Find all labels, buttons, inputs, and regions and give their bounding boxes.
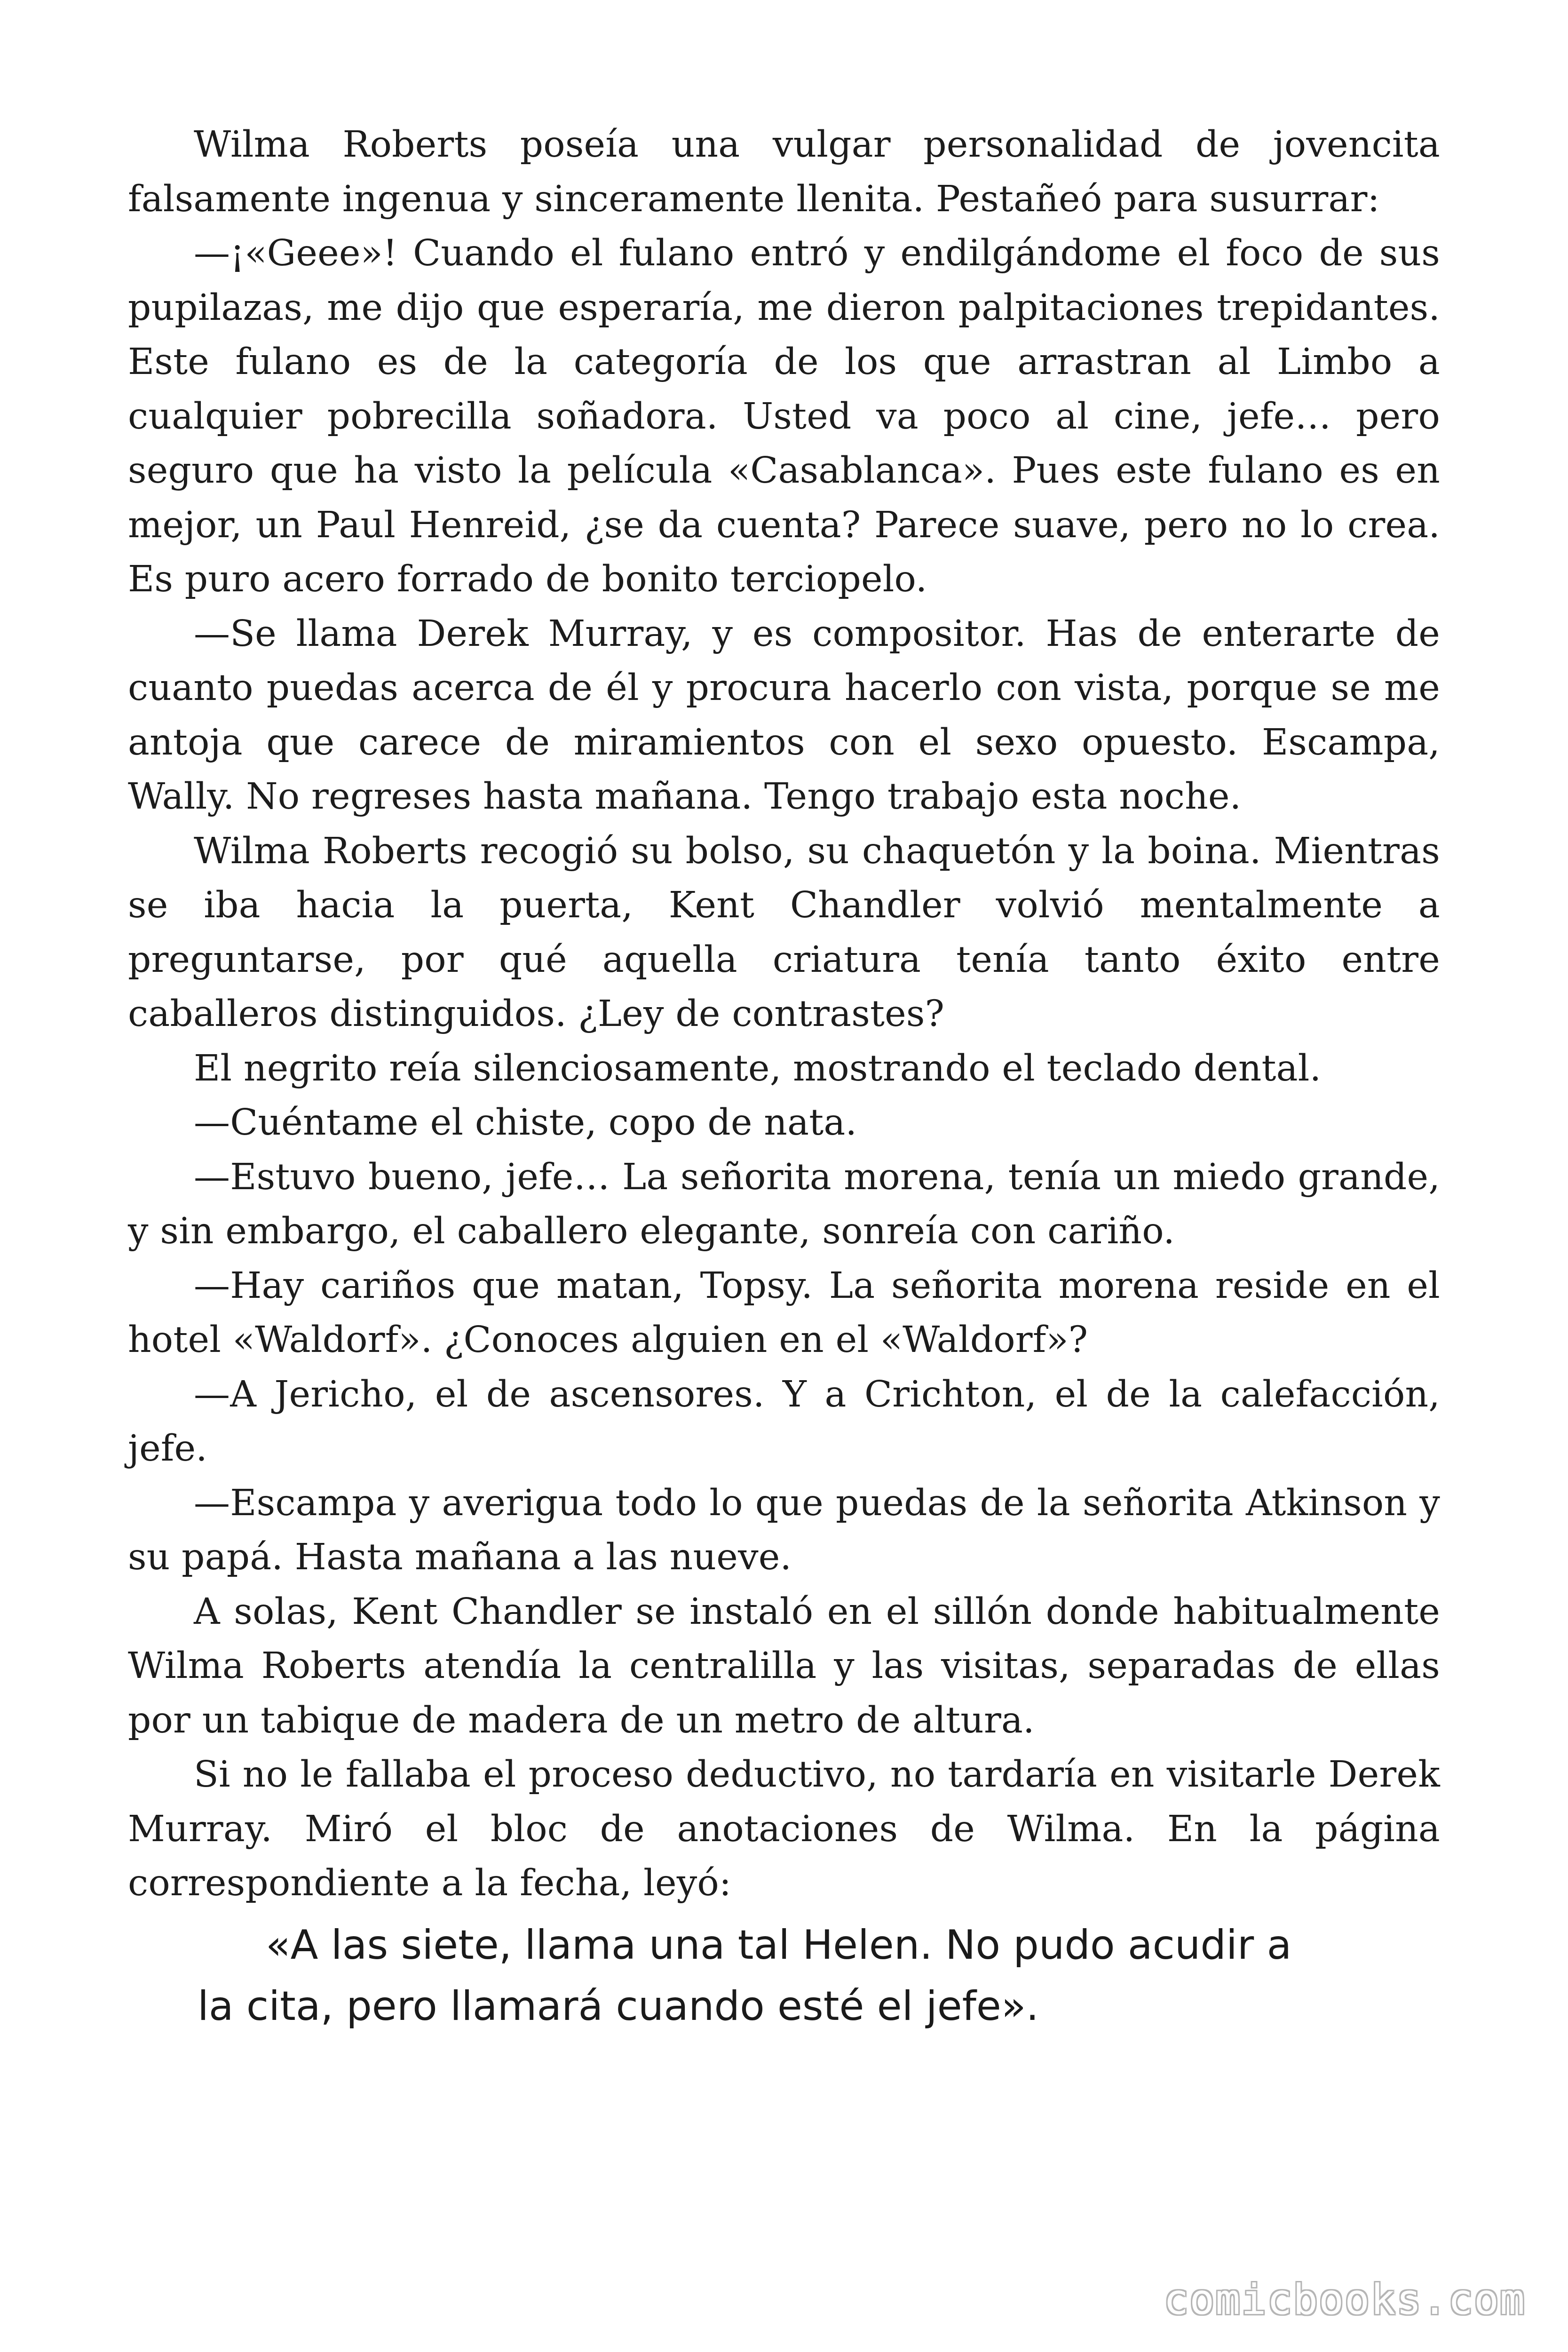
watermark: comicbooks.com <box>1164 2275 1526 2324</box>
paragraph: El negrito reía silenciosamente, mostrando el teclado dental. <box>194 1047 1322 1089</box>
paragraph: Wilma Roberts recogió su bolso, su chaquetón y la boina. Mientras se iba hacia la puerta, Kent Chandler volvió mentalmente a preguntarse, por qué aquella criatura tenía tanto éxito entre caballeros distinguidos. ¿Ley de contrastes? <box>128 830 1440 1035</box>
page-body <box>128 118 1440 1911</box>
paragraph: —Hay cariños que matan, Topsy. La señorita morena reside en el hotel «Waldorf». ¿Conoces alguien en el «Waldorf»? <box>128 1264 1440 1361</box>
paragraph: A solas, Kent Chandler se instaló en el sillón donde habitualmente Wilma Roberts atendía la centralilla y las visitas, separadas de ellas por un tabique de madera de un metro de altura. <box>128 1590 1440 1741</box>
handwritten-note <box>198 1915 1402 2037</box>
paragraph: —Se llama Derek Murray, y es compositor. Has de enterarte de cuanto puedas acerca de él y procura hacerlo con vista, porque se me antoja que carece de miramientos con el sexo opuesto. Escampa, Wally. No regreses hasta mañana. Tengo trabajo esta noche. <box>128 612 1440 818</box>
paragraph: —¡«Geee»! Cuando el fulano entró y endilgándome el foco de sus pupilazas, me dijo que esperaría, me dieron palpitaciones trepidantes. Este fulano es de la categoría de los que arrastran al Limbo a cualquier pobrecilla soñadora. Usted va poco al cine, jefe… pero seguro que ha visto la película «Casablanca». Pues este fulano es en mejor, un Paul Henreid, ¿se da cuenta? Parece suave, pero no lo crea. Es puro acero forrado de bonito terciopelo. <box>128 232 1440 600</box>
paragraph: Wilma Roberts poseía una vulgar personalidad de jovencita falsamente ingenua y sinceramente llenita. Pestañeó para susurrar: <box>128 124 1440 220</box>
paragraph: Si no le fallaba el proceso deductivo, no tardaría en visitarle Derek Murray. Miró el bloc de anotaciones de Wilma. En la página correspondiente a la fecha, leyó: <box>128 1754 1440 1904</box>
note-line-2: la cita, pero llamará cuando esté el jefe». <box>198 1983 1039 2030</box>
paragraph: —Escampa y averigua todo lo que puedas de la señorita Atkinson y su papá. Hasta mañana a las nueve. <box>128 1482 1440 1578</box>
paragraph: —Estuvo bueno, jefe… La señorita morena, tenía un miedo grande, y sin embargo, el caballero elegante, sonreía con cariño. <box>128 1156 1440 1252</box>
paragraph: —Cuéntame el chiste, copo de nata. <box>194 1102 857 1144</box>
paragraph: —A Jericho, el de ascensores. Y a Crichton, el de la calefacción, jefe. <box>128 1373 1440 1470</box>
note-line-1: «A las siete, llama una tal Helen. No pudo acudir a <box>266 1922 1292 1969</box>
